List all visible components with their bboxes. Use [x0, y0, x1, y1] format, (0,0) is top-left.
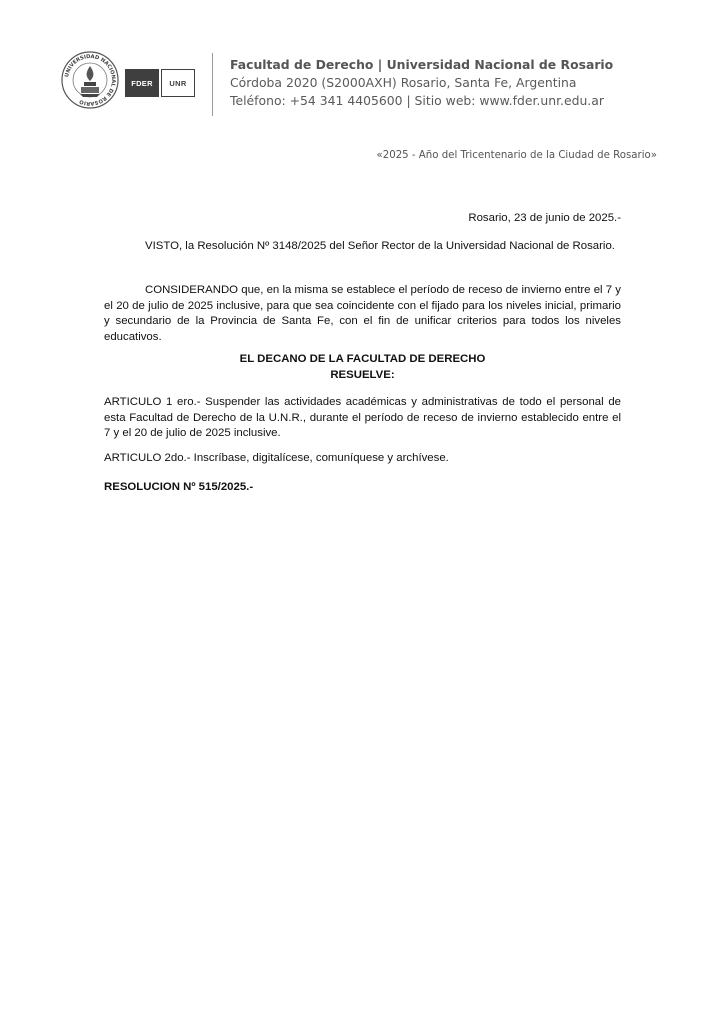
articulo-1: ARTICULO 1 ero.- Suspender las actividades académicas y administrativas de todo el personal de esta Facultad de Derecho de la U.N.R., durante el período de receso de invierno establecido entre el 7 y el 20 de julio de 2025 inclusive.: [104, 396, 621, 439]
university-seal-icon: [60, 50, 120, 110]
decano-title: EL DECANO DE LA FACULTAD DE DERECHO: [239, 353, 486, 365]
letterhead-divider: [212, 53, 213, 116]
visto-paragraph: VISTO, la Resolución Nº 3148/2025 del Señor Rector de la Universidad Nacional de Rosario.: [145, 240, 615, 252]
letterhead-text: [230, 56, 700, 110]
fder-logo: [125, 69, 159, 97]
resolution-number: RESOLUCION Nº 515/2025.-: [104, 481, 254, 493]
document-date: Rosario, 23 de junio de 2025.-: [468, 212, 621, 224]
unr-logo-text: UNR: [169, 78, 187, 88]
articulo-2: ARTICULO 2do.- Inscríbase, digitalícese, comuníquese y archívese.: [104, 452, 449, 464]
fder-logo-text: FDER: [131, 78, 153, 88]
resuelve-label: RESUELVE:: [330, 368, 395, 381]
letterhead-address: Córdoba 2020 (S2000AXH) Rosario, Santa Fe, Argentina: [230, 75, 577, 90]
year-tagline: «2025 - Año del Tricentenario de la Ciudad de Rosario»: [376, 150, 657, 161]
considerando-paragraph: CONSIDERANDO que, en la misma se establece el período de receso de invierno entre el 7 y el 20 de julio de 2025 inclusive, para que sea coincidente con el fijado para los niveles inicial, primario y secundario de la Provincia de Santa Fe, con el fin de unificar criterios para todos los niveles educativos.: [104, 284, 621, 343]
decano-heading: [104, 352, 621, 383]
seal-text: UNIVERSIDAD NACIONAL DE ROSARIO: [64, 53, 117, 107]
letterhead-institution: Facultad de Derecho | Universidad Nacional de Rosario: [230, 57, 614, 72]
letterhead-contact: Teléfono: +54 341 4405600 | Sitio web: www.fder.unr.edu.ar: [230, 93, 604, 108]
unr-logo: [161, 69, 195, 97]
